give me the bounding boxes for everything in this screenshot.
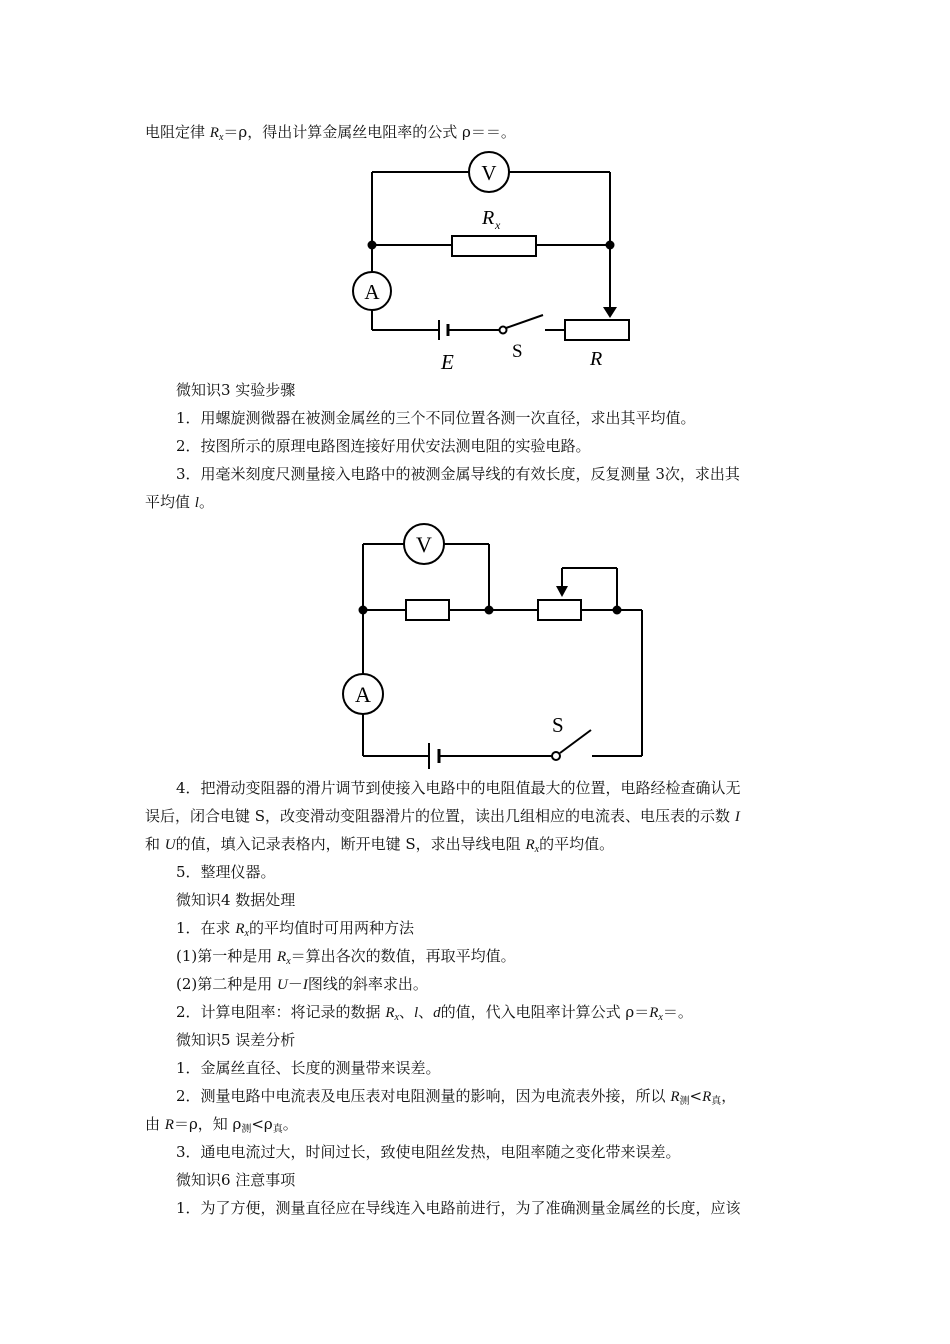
battery-label-1: E bbox=[441, 350, 454, 374]
sec3-title: 微知识3 实验步骤 bbox=[176, 381, 296, 399]
step-3-a: 3．用毫米刻度尺测量接入电路中的被测金属导线的有效长度，反复测量 3次，求出其 bbox=[176, 465, 740, 483]
voltmeter-1 bbox=[469, 152, 509, 192]
data-2: (1)第一种是用 $R_x=$算出各次的数值，再取平均值。 bbox=[176, 947, 516, 967]
error-3: 3．通电电流过大，时间过长，致使电阻丝发热，电阻率随之变化带来误差。 bbox=[176, 1143, 681, 1161]
step-1: 1．用螺旋测微器在被测金属丝的三个不同位置各测一次直径，求出其平均值。 bbox=[176, 409, 696, 427]
voltmeter-2 bbox=[404, 524, 444, 564]
sec6-title: 微知识6 注意事项 bbox=[176, 1171, 296, 1189]
step-4-a: 4．把滑动变阻器的滑片调节到使接入电路中的电阻值最大的位置，电路经检查确认无 bbox=[176, 779, 741, 797]
ammeter-label-2: A bbox=[355, 682, 371, 707]
rx-resistor-1 bbox=[452, 236, 536, 256]
voltmeter-label-1: V bbox=[481, 161, 497, 185]
error-1: 1．金属丝直径、长度的测量带来误差。 bbox=[176, 1059, 441, 1077]
sec4-title: 微知识4 数据处理 bbox=[176, 891, 296, 909]
step-3-b: 平均值 l。 bbox=[145, 493, 214, 511]
svg-text:x: x bbox=[495, 218, 501, 232]
switch-blade-1 bbox=[506, 315, 543, 328]
switch-label-2: S bbox=[552, 713, 564, 737]
data-3: (2)第二种是用 U－I图线的斜率求出。 bbox=[176, 975, 428, 993]
step-4-c: 和 U的值，填入记录表格内，断开电键 S，求出导线电阻 $R_x$的平均值。 bbox=[145, 835, 615, 855]
error-2-b: 由 R＝ρ，知 $\rho_测<\rho_真$。 bbox=[145, 1115, 298, 1135]
ammeter-1 bbox=[353, 272, 391, 310]
switch-blade-2 bbox=[560, 730, 591, 753]
ammeter-2 bbox=[343, 674, 383, 714]
rheostat-2 bbox=[538, 600, 581, 620]
voltmeter-label-2: V bbox=[416, 532, 432, 557]
circuit-1 bbox=[353, 152, 629, 340]
note-1: 1．为了方便，测量直径应在导线连入电路前进行，为了准确测量金属丝的长度，应该 bbox=[176, 1199, 741, 1217]
rheostat-label-1: R bbox=[590, 348, 603, 370]
step-5: 5．整理仪器。 bbox=[176, 863, 276, 881]
resistor-2 bbox=[406, 600, 449, 620]
ammeter-label-1: A bbox=[364, 280, 380, 304]
switch-contact-1 bbox=[500, 327, 507, 334]
rx-label-1: R bbox=[482, 207, 495, 229]
sec5-title: 微知识5 误差分析 bbox=[176, 1031, 296, 1049]
error-2: 2．测量电路中电流表及电压表对电阻测量的影响，因为电流表外接，所以 $R_测<R_真$， bbox=[176, 1087, 737, 1107]
step-4-b: 误后，闭合电键 S，改变滑动变阻器滑片的位置，读出几组相应的电流表、电压表的示数 I bbox=[145, 807, 740, 825]
rheostat-1 bbox=[565, 320, 629, 340]
step-2: 2．按图所示的原理电路图连接好用伏安法测电阻的实验电路。 bbox=[176, 437, 591, 455]
switch-contact-2 bbox=[552, 752, 560, 760]
data-4: 2．计算电阻率：将记录的数据 $R_x$、l、d的值，代入电阻率计算公式 $\rho=R_x=$。 bbox=[176, 1003, 693, 1023]
switch-label-1: S bbox=[512, 341, 523, 362]
circuit-2 bbox=[343, 524, 642, 769]
formula-line: 电阻定律 $R_x=\rho$，得出计算金属丝电阻率的公式 ρ＝＝。 bbox=[145, 123, 516, 143]
data-1: 1．在求 $R_x$的平均值时可用两种方法 bbox=[176, 919, 414, 939]
